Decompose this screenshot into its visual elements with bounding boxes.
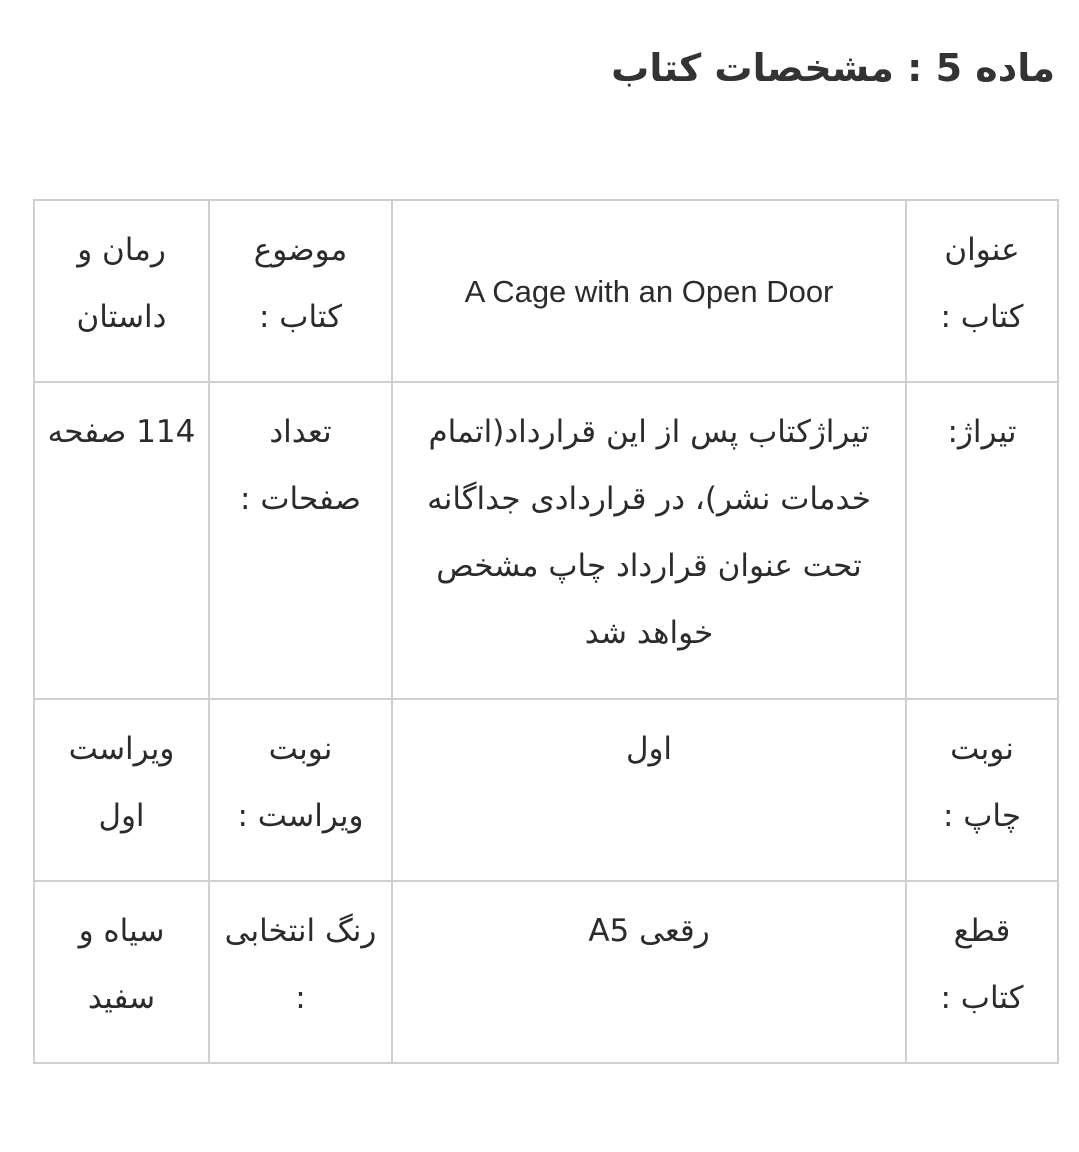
table-row [34, 200, 1058, 382]
book-subject-label: موضوع کتاب : [209, 200, 392, 382]
page-count-label: تعداد صفحات : [209, 382, 392, 699]
print-run-label: تیراژ: [906, 382, 1058, 699]
table-row [34, 382, 1058, 699]
book-size-value: رقعی A5 [392, 881, 906, 1063]
edit-round-value: ویراست اول [34, 699, 209, 881]
book-subject-value: رمان و داستان [34, 200, 209, 382]
table-row [34, 699, 1058, 881]
print-edition-value: اول [392, 699, 906, 881]
edit-round-label: نوبت ویراست : [209, 699, 392, 881]
print-run-value: تیراژکتاب پس از این قرارداد(اتمام خدمات نشر)، در قراردادی جداگانه تحت عنوان قرارداد چاپ مشخص خواهد شد [392, 382, 906, 699]
color-choice-value: سیاه و سفید [34, 881, 209, 1063]
book-size-label: قطع کتاب : [906, 881, 1058, 1063]
color-choice-label: رنگ انتخابی : [209, 881, 392, 1063]
book-title-label: عنوان کتاب : [906, 200, 1058, 382]
section-heading: ماده 5 : مشخصات کتاب [611, 46, 1055, 90]
table-row [34, 881, 1058, 1063]
book-title-value: A Cage with an Open Door [392, 200, 906, 382]
book-specs-table [33, 199, 1059, 1064]
page-count-value: 114 صفحه [34, 382, 209, 699]
print-edition-label: نوبت چاپ : [906, 699, 1058, 881]
